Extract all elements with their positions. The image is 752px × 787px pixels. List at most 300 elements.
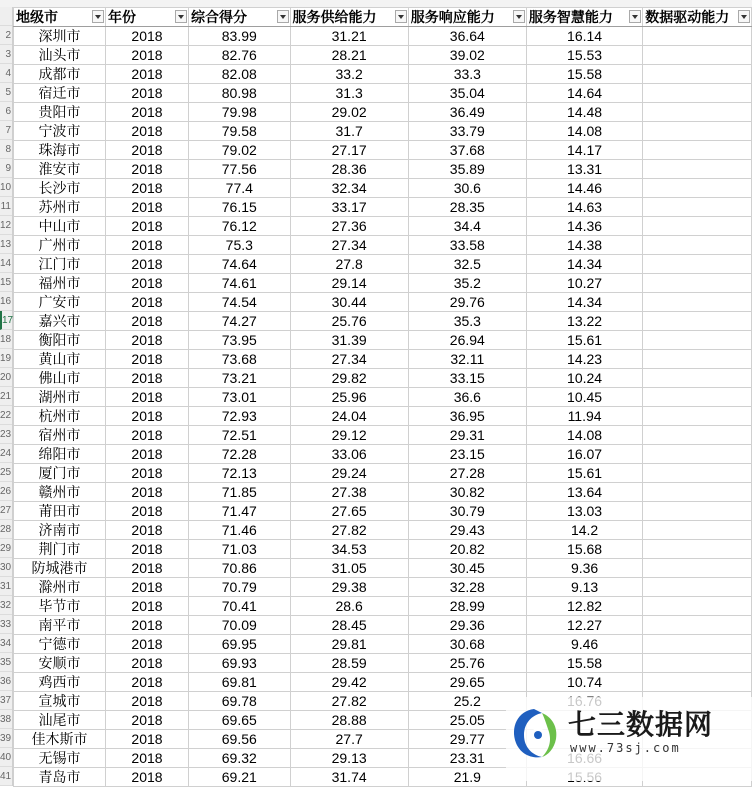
cell[interactable]: 2018 [105, 331, 188, 350]
row-number[interactable]: 19 [0, 349, 12, 368]
spreadsheet-grid[interactable] [13, 7, 752, 787]
cell[interactable]: 9.36 [526, 559, 642, 578]
cell[interactable]: 30.79 [408, 502, 526, 521]
cell[interactable]: 33.79 [408, 122, 526, 141]
cell[interactable]: 79.58 [189, 122, 291, 141]
cell[interactable] [643, 578, 752, 597]
row-number[interactable]: 14 [0, 254, 12, 273]
cell[interactable]: 72.93 [189, 407, 291, 426]
cell[interactable]: 湖州市 [14, 388, 106, 407]
cell[interactable]: 33.2 [290, 65, 408, 84]
cell[interactable]: 69.56 [189, 730, 291, 749]
row-number[interactable]: 15 [0, 273, 12, 292]
row-number[interactable]: 28 [0, 520, 12, 539]
cell[interactable]: 2018 [105, 502, 188, 521]
cell[interactable] [643, 445, 752, 464]
row-number[interactable]: 35 [0, 653, 12, 672]
cell[interactable]: 2018 [105, 559, 188, 578]
cell[interactable]: 2018 [105, 312, 188, 331]
cell[interactable]: 29.36 [408, 616, 526, 635]
cell[interactable]: 贵阳市 [14, 103, 106, 122]
cell[interactable]: 83.99 [189, 27, 291, 46]
cell[interactable]: 中山市 [14, 217, 106, 236]
cell[interactable]: 35.2 [408, 274, 526, 293]
cell[interactable]: 14.36 [526, 217, 642, 236]
cell[interactable]: 27.82 [290, 692, 408, 711]
cell[interactable]: 嘉兴市 [14, 312, 106, 331]
cell[interactable] [643, 407, 752, 426]
row-number[interactable]: 26 [0, 482, 12, 501]
cell[interactable] [643, 179, 752, 198]
column-header[interactable] [105, 8, 188, 27]
cell[interactable]: 杭州市 [14, 407, 106, 426]
cell[interactable]: 27.17 [290, 141, 408, 160]
cell[interactable]: 79.98 [189, 103, 291, 122]
cell[interactable]: 广安市 [14, 293, 106, 312]
cell[interactable]: 28.36 [290, 160, 408, 179]
cell[interactable]: 28.59 [290, 654, 408, 673]
cell[interactable] [643, 350, 752, 369]
cell[interactable] [643, 198, 752, 217]
cell[interactable] [643, 293, 752, 312]
cell[interactable]: 15.61 [526, 464, 642, 483]
cell[interactable]: 29.76 [408, 293, 526, 312]
cell[interactable]: 31.74 [290, 768, 408, 787]
cell[interactable]: 25.2 [408, 692, 526, 711]
cell[interactable]: 15.68 [526, 540, 642, 559]
cell[interactable]: 14.08 [526, 426, 642, 445]
row-number[interactable]: 24 [0, 444, 12, 463]
filter-dropdown-icon[interactable] [629, 10, 641, 23]
cell[interactable]: 33.06 [290, 445, 408, 464]
row-number[interactable]: 12 [0, 216, 12, 235]
cell[interactable]: 10.45 [526, 388, 642, 407]
cell[interactable] [643, 559, 752, 578]
cell[interactable]: 宁波市 [14, 122, 106, 141]
cell[interactable]: 2018 [105, 521, 188, 540]
cell[interactable]: 15.58 [526, 654, 642, 673]
cell[interactable]: 2018 [105, 388, 188, 407]
row-number[interactable]: 25 [0, 463, 12, 482]
cell[interactable] [643, 635, 752, 654]
cell[interactable] [643, 65, 752, 84]
cell[interactable]: 70.86 [189, 559, 291, 578]
cell[interactable]: 73.21 [189, 369, 291, 388]
cell[interactable]: 27.82 [290, 521, 408, 540]
cell[interactable]: 69.65 [189, 711, 291, 730]
cell[interactable]: 29.02 [290, 103, 408, 122]
row-number[interactable]: 31 [0, 577, 12, 596]
cell[interactable]: 29.24 [290, 464, 408, 483]
cell[interactable]: 14.34 [526, 293, 642, 312]
cell[interactable]: 27.38 [290, 483, 408, 502]
cell[interactable]: 29.77 [408, 730, 526, 749]
row-number[interactable]: 34 [0, 634, 12, 653]
cell[interactable]: 29.38 [290, 578, 408, 597]
cell[interactable]: 39.02 [408, 46, 526, 65]
cell[interactable] [643, 464, 752, 483]
filter-dropdown-icon[interactable] [175, 10, 187, 23]
cell[interactable]: 2018 [105, 654, 188, 673]
cell[interactable]: 32.5 [408, 255, 526, 274]
cell[interactable]: 31.3 [290, 84, 408, 103]
cell[interactable]: 72.13 [189, 464, 291, 483]
row-number[interactable]: 9 [0, 159, 12, 178]
cell[interactable]: 36.64 [408, 27, 526, 46]
cell[interactable]: 28.6 [290, 597, 408, 616]
cell[interactable]: 12.27 [526, 616, 642, 635]
cell[interactable]: 滁州市 [14, 578, 106, 597]
cell[interactable]: 29.81 [290, 635, 408, 654]
row-number[interactable]: 23 [0, 425, 12, 444]
cell[interactable]: 35.04 [408, 84, 526, 103]
filter-dropdown-icon[interactable] [395, 10, 407, 23]
row-number[interactable]: 2 [0, 26, 12, 45]
row-number[interactable]: 40 [0, 748, 12, 767]
cell[interactable]: 13.22 [526, 312, 642, 331]
cell[interactable]: 15.53 [526, 46, 642, 65]
cell[interactable] [643, 426, 752, 445]
row-number[interactable]: 16 [0, 292, 12, 311]
cell[interactable]: 2018 [105, 483, 188, 502]
cell[interactable]: 25.96 [290, 388, 408, 407]
cell[interactable]: 69.32 [189, 749, 291, 768]
cell[interactable]: 33.3 [408, 65, 526, 84]
cell[interactable]: 2018 [105, 635, 188, 654]
cell[interactable] [643, 122, 752, 141]
cell[interactable]: 27.8 [290, 255, 408, 274]
cell[interactable]: 苏州市 [14, 198, 106, 217]
cell[interactable] [643, 274, 752, 293]
cell[interactable]: 80.98 [189, 84, 291, 103]
cell[interactable]: 南平市 [14, 616, 106, 635]
cell[interactable]: 2018 [105, 65, 188, 84]
row-number[interactable]: 22 [0, 406, 12, 425]
cell[interactable] [643, 217, 752, 236]
cell[interactable]: 15.61 [526, 331, 642, 350]
cell[interactable] [643, 255, 752, 274]
filter-dropdown-icon[interactable] [738, 10, 750, 23]
cell[interactable]: 衡阳市 [14, 331, 106, 350]
cell[interactable]: 绵阳市 [14, 445, 106, 464]
cell[interactable]: 14.08 [526, 122, 642, 141]
cell[interactable]: 佳木斯市 [14, 730, 106, 749]
cell[interactable]: 70.41 [189, 597, 291, 616]
cell[interactable]: 30.68 [408, 635, 526, 654]
cell[interactable] [643, 502, 752, 521]
cell[interactable]: 14.46 [526, 179, 642, 198]
cell[interactable]: 2018 [105, 597, 188, 616]
cell[interactable]: 23.15 [408, 445, 526, 464]
cell[interactable]: 20.82 [408, 540, 526, 559]
cell[interactable]: 厦门市 [14, 464, 106, 483]
cell[interactable] [643, 540, 752, 559]
column-header[interactable] [408, 8, 526, 27]
filter-dropdown-icon[interactable] [513, 10, 525, 23]
row-number[interactable]: 39 [0, 729, 12, 748]
cell[interactable]: 2018 [105, 407, 188, 426]
cell[interactable] [643, 673, 752, 692]
row-number[interactable]: 7 [0, 121, 12, 140]
cell[interactable]: 71.85 [189, 483, 291, 502]
cell[interactable]: 79.02 [189, 141, 291, 160]
cell[interactable]: 2018 [105, 711, 188, 730]
cell[interactable]: 73.01 [189, 388, 291, 407]
cell[interactable]: 27.7 [290, 730, 408, 749]
cell[interactable]: 12.82 [526, 597, 642, 616]
cell[interactable]: 2018 [105, 768, 188, 787]
cell[interactable]: 毕节市 [14, 597, 106, 616]
cell[interactable]: 82.76 [189, 46, 291, 65]
cell[interactable]: 25.05 [408, 711, 526, 730]
cell[interactable]: 宿迁市 [14, 84, 106, 103]
cell[interactable]: 2018 [105, 445, 188, 464]
cell[interactable]: 74.54 [189, 293, 291, 312]
cell[interactable]: 69.78 [189, 692, 291, 711]
cell[interactable]: 10.27 [526, 274, 642, 293]
cell[interactable]: 32.11 [408, 350, 526, 369]
cell[interactable]: 福州市 [14, 274, 106, 293]
cell[interactable]: 2018 [105, 160, 188, 179]
column-header[interactable] [14, 8, 106, 27]
row-number[interactable]: 37 [0, 691, 12, 710]
filter-dropdown-icon[interactable] [92, 10, 104, 23]
cell[interactable]: 30.44 [290, 293, 408, 312]
cell[interactable]: 32.34 [290, 179, 408, 198]
row-number[interactable]: 41 [0, 767, 12, 786]
cell[interactable]: 27.34 [290, 236, 408, 255]
cell[interactable]: 宿州市 [14, 426, 106, 445]
cell[interactable]: 34.4 [408, 217, 526, 236]
cell[interactable]: 25.76 [290, 312, 408, 331]
cell[interactable]: 2018 [105, 198, 188, 217]
row-number[interactable]: 32 [0, 596, 12, 615]
cell[interactable]: 29.42 [290, 673, 408, 692]
cell[interactable]: 宁德市 [14, 635, 106, 654]
cell[interactable]: 73.95 [189, 331, 291, 350]
cell[interactable]: 2018 [105, 46, 188, 65]
cell[interactable]: 2018 [105, 27, 188, 46]
cell[interactable] [643, 369, 752, 388]
cell[interactable] [643, 331, 752, 350]
cell[interactable] [643, 103, 752, 122]
cell[interactable]: 15.58 [526, 65, 642, 84]
cell[interactable]: 2018 [105, 692, 188, 711]
cell[interactable]: 29.13 [290, 749, 408, 768]
cell[interactable]: 成都市 [14, 65, 106, 84]
cell[interactable] [643, 160, 752, 179]
cell[interactable] [643, 27, 752, 46]
row-number[interactable]: 11 [0, 197, 12, 216]
cell[interactable]: 2018 [105, 141, 188, 160]
cell[interactable]: 江门市 [14, 255, 106, 274]
cell[interactable]: 28.21 [290, 46, 408, 65]
cell[interactable]: 14.34 [526, 255, 642, 274]
cell[interactable]: 2018 [105, 540, 188, 559]
cell[interactable]: 69.81 [189, 673, 291, 692]
cell[interactable]: 36.49 [408, 103, 526, 122]
cell[interactable]: 广州市 [14, 236, 106, 255]
cell[interactable]: 76.15 [189, 198, 291, 217]
cell[interactable]: 10.74 [526, 673, 642, 692]
cell[interactable]: 14.63 [526, 198, 642, 217]
cell[interactable]: 14.23 [526, 350, 642, 369]
cell[interactable]: 深圳市 [14, 27, 106, 46]
cell[interactable]: 70.79 [189, 578, 291, 597]
cell[interactable]: 21.9 [408, 768, 526, 787]
cell[interactable]: 30.45 [408, 559, 526, 578]
cell[interactable]: 74.27 [189, 312, 291, 331]
cell[interactable]: 荆门市 [14, 540, 106, 559]
cell[interactable]: 36.6 [408, 388, 526, 407]
cell[interactable]: 10.24 [526, 369, 642, 388]
cell[interactable]: 宣城市 [14, 692, 106, 711]
cell[interactable] [643, 312, 752, 331]
column-header[interactable] [526, 8, 642, 27]
cell[interactable] [643, 84, 752, 103]
row-number[interactable]: 5 [0, 83, 12, 102]
cell[interactable]: 69.95 [189, 635, 291, 654]
cell[interactable]: 无锡市 [14, 749, 106, 768]
cell[interactable]: 33.17 [290, 198, 408, 217]
cell[interactable]: 16.07 [526, 445, 642, 464]
cell[interactable] [643, 521, 752, 540]
row-number[interactable]: 33 [0, 615, 12, 634]
cell[interactable]: 汕头市 [14, 46, 106, 65]
cell[interactable]: 2018 [105, 293, 188, 312]
row-number[interactable]: 4 [0, 64, 12, 83]
cell[interactable]: 28.45 [290, 616, 408, 635]
cell[interactable]: 2018 [105, 84, 188, 103]
cell[interactable]: 2018 [105, 255, 188, 274]
cell[interactable]: 69.93 [189, 654, 291, 673]
cell[interactable]: 29.12 [290, 426, 408, 445]
row-number[interactable]: 21 [0, 387, 12, 406]
cell[interactable]: 9.13 [526, 578, 642, 597]
cell[interactable]: 珠海市 [14, 141, 106, 160]
cell[interactable]: 35.89 [408, 160, 526, 179]
cell[interactable] [643, 236, 752, 255]
cell[interactable]: 27.36 [290, 217, 408, 236]
cell[interactable] [643, 388, 752, 407]
cell[interactable]: 71.03 [189, 540, 291, 559]
cell[interactable]: 28.99 [408, 597, 526, 616]
cell[interactable]: 2018 [105, 217, 188, 236]
cell[interactable]: 黄山市 [14, 350, 106, 369]
cell[interactable]: 2018 [105, 274, 188, 293]
row-number[interactable]: 10 [0, 178, 12, 197]
cell[interactable]: 14.2 [526, 521, 642, 540]
cell[interactable]: 33.15 [408, 369, 526, 388]
cell[interactable]: 14.64 [526, 84, 642, 103]
cell[interactable] [643, 46, 752, 65]
cell[interactable]: 28.88 [290, 711, 408, 730]
cell[interactable]: 16.14 [526, 27, 642, 46]
cell[interactable]: 防城港市 [14, 559, 106, 578]
cell[interactable]: 31.39 [290, 331, 408, 350]
cell[interactable]: 29.65 [408, 673, 526, 692]
cell[interactable]: 34.53 [290, 540, 408, 559]
cell[interactable]: 23.31 [408, 749, 526, 768]
cell[interactable]: 24.04 [290, 407, 408, 426]
row-number[interactable]: 38 [0, 710, 12, 729]
cell[interactable]: 9.46 [526, 635, 642, 654]
cell[interactable]: 70.09 [189, 616, 291, 635]
cell[interactable]: 35.3 [408, 312, 526, 331]
cell[interactable]: 36.95 [408, 407, 526, 426]
cell[interactable]: 82.08 [189, 65, 291, 84]
cell[interactable]: 青岛市 [14, 768, 106, 787]
cell[interactable] [643, 616, 752, 635]
cell[interactable]: 济南市 [14, 521, 106, 540]
cell[interactable]: 13.03 [526, 502, 642, 521]
cell[interactable]: 安顺市 [14, 654, 106, 673]
cell[interactable]: 14.38 [526, 236, 642, 255]
cell[interactable]: 2018 [105, 616, 188, 635]
cell[interactable]: 32.28 [408, 578, 526, 597]
cell[interactable]: 2018 [105, 350, 188, 369]
cell[interactable]: 27.34 [290, 350, 408, 369]
cell[interactable]: 71.47 [189, 502, 291, 521]
cell[interactable]: 赣州市 [14, 483, 106, 502]
cell[interactable]: 30.82 [408, 483, 526, 502]
cell[interactable]: 76.12 [189, 217, 291, 236]
cell[interactable]: 75.3 [189, 236, 291, 255]
cell[interactable]: 14.17 [526, 141, 642, 160]
cell[interactable]: 2018 [105, 730, 188, 749]
cell[interactable]: 13.31 [526, 160, 642, 179]
filter-dropdown-icon[interactable] [277, 10, 289, 23]
cell[interactable]: 71.46 [189, 521, 291, 540]
cell[interactable]: 13.64 [526, 483, 642, 502]
row-number[interactable]: 8 [0, 140, 12, 159]
row-number[interactable]: 27 [0, 501, 12, 520]
cell[interactable]: 2018 [105, 179, 188, 198]
cell[interactable]: 28.35 [408, 198, 526, 217]
cell[interactable]: 31.05 [290, 559, 408, 578]
row-number[interactable]: 3 [0, 45, 12, 64]
cell[interactable]: 72.51 [189, 426, 291, 445]
cell[interactable]: 29.82 [290, 369, 408, 388]
cell[interactable]: 37.68 [408, 141, 526, 160]
row-number[interactable]: 29 [0, 539, 12, 558]
cell[interactable]: 佛山市 [14, 369, 106, 388]
cell[interactable]: 29.43 [408, 521, 526, 540]
cell[interactable]: 33.58 [408, 236, 526, 255]
column-header[interactable] [189, 8, 291, 27]
row-number[interactable]: 30 [0, 558, 12, 577]
cell[interactable]: 27.65 [290, 502, 408, 521]
cell[interactable]: 25.76 [408, 654, 526, 673]
column-header[interactable] [290, 8, 408, 27]
cell[interactable] [643, 654, 752, 673]
row-number[interactable]: 6 [0, 102, 12, 121]
cell[interactable]: 2018 [105, 426, 188, 445]
row-number[interactable]: 13 [0, 235, 12, 254]
cell[interactable]: 2018 [105, 369, 188, 388]
cell[interactable]: 77.4 [189, 179, 291, 198]
cell[interactable]: 74.64 [189, 255, 291, 274]
cell[interactable]: 11.94 [526, 407, 642, 426]
cell[interactable]: 莆田市 [14, 502, 106, 521]
cell[interactable] [643, 597, 752, 616]
cell[interactable]: 29.31 [408, 426, 526, 445]
column-header[interactable] [643, 8, 752, 27]
row-number[interactable]: 36 [0, 672, 12, 691]
cell[interactable]: 2018 [105, 236, 188, 255]
cell[interactable]: 2018 [105, 464, 188, 483]
cell[interactable] [643, 141, 752, 160]
